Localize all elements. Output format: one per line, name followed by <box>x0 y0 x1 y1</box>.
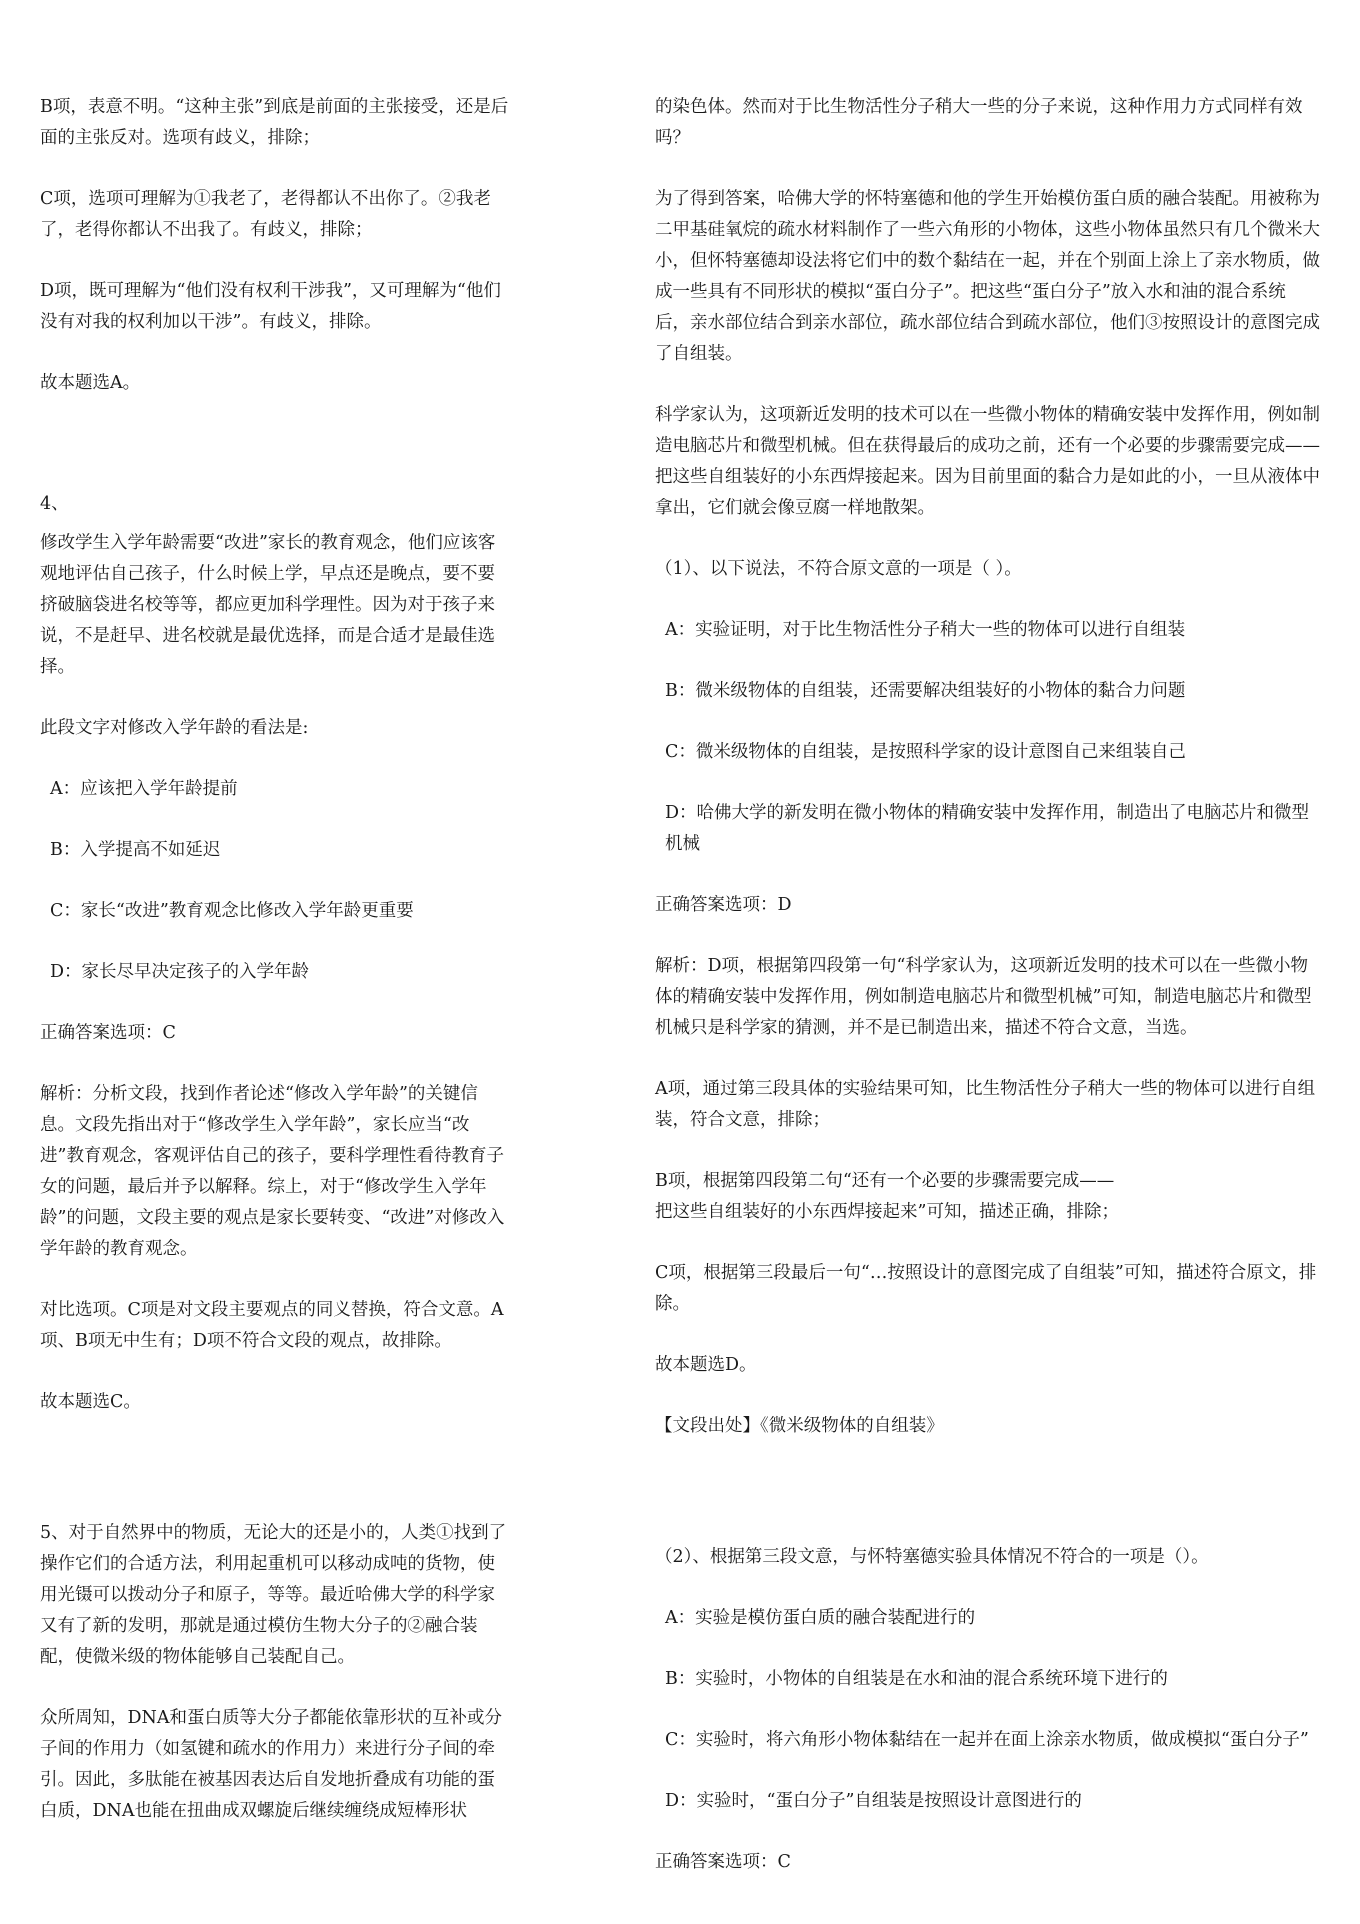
q5-paragraph-3: 为了得到答案，哈佛大学的怀特塞德和他的学生开始模仿蛋白质的融合装配。用被称为二甲基硅氧烷的疏水材料制作了一些六角形的小物体，这些小物体虽然只有几个微米大小，但怀特塞德却设法将它们中的数个黏结在一起，并在个别面上涂上了亲水物质，做成一些具有不同形状的模拟“蛋白分子”。把这些“蛋白分子”放入水和油的混合系统后，亲水部位结合到亲水部位，疏水部位结合到疏水部位，他们③按照设计的意图完成了自组装。 <box>655 189 1320 364</box>
sq2-option-a: A：实验是模仿蛋白质的融合装配进行的 <box>665 1608 976 1628</box>
q4-answer: 正确答案选项：C <box>40 1023 176 1043</box>
q4-conclusion: 故本题选C。 <box>40 1392 141 1412</box>
sq1-source: 【文段出处】《微米级物体的自组装》 <box>655 1416 944 1436</box>
sq2-answer: 正确答案选项：C <box>655 1852 791 1872</box>
sq1-b-note <box>655 1166 1320 1228</box>
sq1-a-note: A项，通过第三段具体的实验结果可知，比生物活性分子稍大一些的物体可以进行自组装，符合文意，排除； <box>655 1079 1316 1130</box>
sq1-answer: 正确答案选项：D <box>655 895 792 915</box>
sq1-option-c: C：微米级物体的自组装，是按照科学家的设计意图自己来组装自己 <box>665 742 1186 762</box>
sq1-stem: （1）、以下说法，不符合原文意的一项是（ ）。 <box>655 559 1022 579</box>
q5-intro: 5、对于自然界中的物质，无论大的还是小的，人类①找到了操作它们的合适方法，利用起重机可以移动成吨的货物，使用光镊可以拨动分子和原子，等等。最近哈佛大学的科学家又有了新的发明，那就是通过模仿生物大分子的②融合装配，使微米级的物体能够自己装配自己。 <box>40 1523 507 1667</box>
q5-paragraph-4-line-a: 科学家认为，这项新近发明的技术可以在一些微小物体的精确安装中发挥作用，例如制造电脑芯片和微型机械。但在获得最后的成功之前，还有一个必要的步骤需要完成—— <box>655 405 1320 456</box>
sq2-stem: （2）、根据第三段文意，与怀特塞德实验具体情况不符合的一项是（）。 <box>655 1547 1209 1567</box>
q5-paragraph-4 <box>655 400 1320 524</box>
q5-paragraph-4-line-b: 把这些自组装好的小东西焊接起来。因为目前里面的黏合力是如此的小，一旦从液体中拿出，它们就会像豆腐一样地散架。 <box>655 467 1320 518</box>
sq1-analysis: 解析：D项，根据第四段第一句“科学家认为，这项新近发明的技术可以在一些微小物体的精确安装中发挥作用，例如制造电脑芯片和微型机械”可知，制造电脑芯片和微型机械只是科学家的猜测，并不是已制造出来，描述不符合文意，当选。 <box>655 956 1312 1038</box>
sq2-option-d: D：实验时，“蛋白分子”自组装是按照设计意图进行的 <box>665 1791 1082 1811</box>
sq2-option-c: C：实验时，将六角形小物体黏结在一起并在面上涂亲水物质，做成模拟“蛋白分子” <box>665 1730 1309 1750</box>
sq1-c-note: C项，根据第三段最后一句“…按照设计的意图完成了自组装”可知，描述符合原文，排除。 <box>655 1263 1317 1314</box>
sq2-option-b: B：实验时，小物体的自组装是在水和油的混合系统环境下进行的 <box>665 1669 1168 1689</box>
q4-option-a: A：应该把入学年龄提前 <box>50 779 238 799</box>
q3-analysis-c: C项，选项可理解为①我老了，老得都认不出你了。②我老了，老得你都认不出我了。有歧义，排除； <box>40 189 491 240</box>
q5-paragraph-2-cont: 的染色体。然而对于比生物活性分子稍大一些的分子来说，这种作用力方式同样有效吗？ <box>655 97 1303 148</box>
sq1-option-a: A：实验证明，对于比生物活性分子稍大一些的物体可以进行自组装 <box>665 620 1186 640</box>
q4-option-b: B：入学提高不如延迟 <box>50 840 221 860</box>
q4-passage: 修改学生入学年龄需要“改进”家长的教育观念，他们应该客观地评估自己孩子，什么时候上学，早点还是晚点，要不要挤破脑袋进名校等等，都应更加科学理性。因为对于孩子来说，不是赶早、进名校就是最优选择，而是合适才是最佳选择。 <box>40 533 496 677</box>
q4-analysis: 解析：分析文段，找到作者论述“修改入学年龄”的关键信息。文段先指出对于“修改学生入学年龄”，家长应当“改进”教育观念，客观评估自己的孩子，要科学理性看待教育子女的问题，最后并予以解释。综上，对于“修改学生入学年龄”的问题，文段主要的观点是家长要转变、“改进”对修改入学年龄的教育观念。 <box>40 1084 505 1259</box>
q5-paragraph-2: 众所周知，DNA和蛋白质等大分子都能依靠形状的互补或分子间的作用力（如氢键和疏水的作用力）来进行分子间的牵引。因此，多肽能在被基因表达后自发地折叠成有功能的蛋白质，DNA也能在扭曲成双螺旋后继续缠绕成短棒形状 <box>40 1708 502 1821</box>
q4-compare: 对比选项。C项是对文段主要观点的同义替换，符合文意。A项、B项无中生有；D项不符合文段的观点，故排除。 <box>40 1300 504 1351</box>
right-column <box>655 92 1320 1908</box>
sq1-option-b: B：微米级物体的自组装，还需要解决组装好的小物体的黏合力问题 <box>665 681 1186 701</box>
q3-analysis-b: B项，表意不明。“这种主张”到底是前面的主张接受，还是后面的主张反对。选项有歧义，排除； <box>40 97 509 148</box>
q3-conclusion: 故本题选A。 <box>40 373 141 393</box>
q4-stem: 此段文字对修改入学年龄的看法是: <box>40 718 309 738</box>
q4-option-d: D：家长尽早决定孩子的入学年龄 <box>50 962 310 982</box>
left-column <box>40 92 510 1857</box>
q4-option-c: C：家长“改进”教育观念比修改入学年龄更重要 <box>50 901 414 921</box>
q4-number: 4、 <box>40 494 69 514</box>
sq1-option-d: D：哈佛大学的新发明在微小物体的精确安装中发挥作用，制造出了电脑芯片和微型机械 <box>665 803 1310 854</box>
sq1-b-note-line-1: B项，根据第四段第二句“还有一个必要的步骤需要完成—— <box>655 1171 1115 1191</box>
sq1-b-note-line-2: 把这些自组装好的小东西焊接起来”可知，描述正确，排除； <box>655 1202 1119 1222</box>
q3-analysis-d: D项，既可理解为“他们没有权利干涉我”，又可理解为“他们没有对我的权利加以干涉”。有歧义，排除。 <box>40 281 501 332</box>
sq1-conclusion: 故本题选D。 <box>655 1355 757 1375</box>
